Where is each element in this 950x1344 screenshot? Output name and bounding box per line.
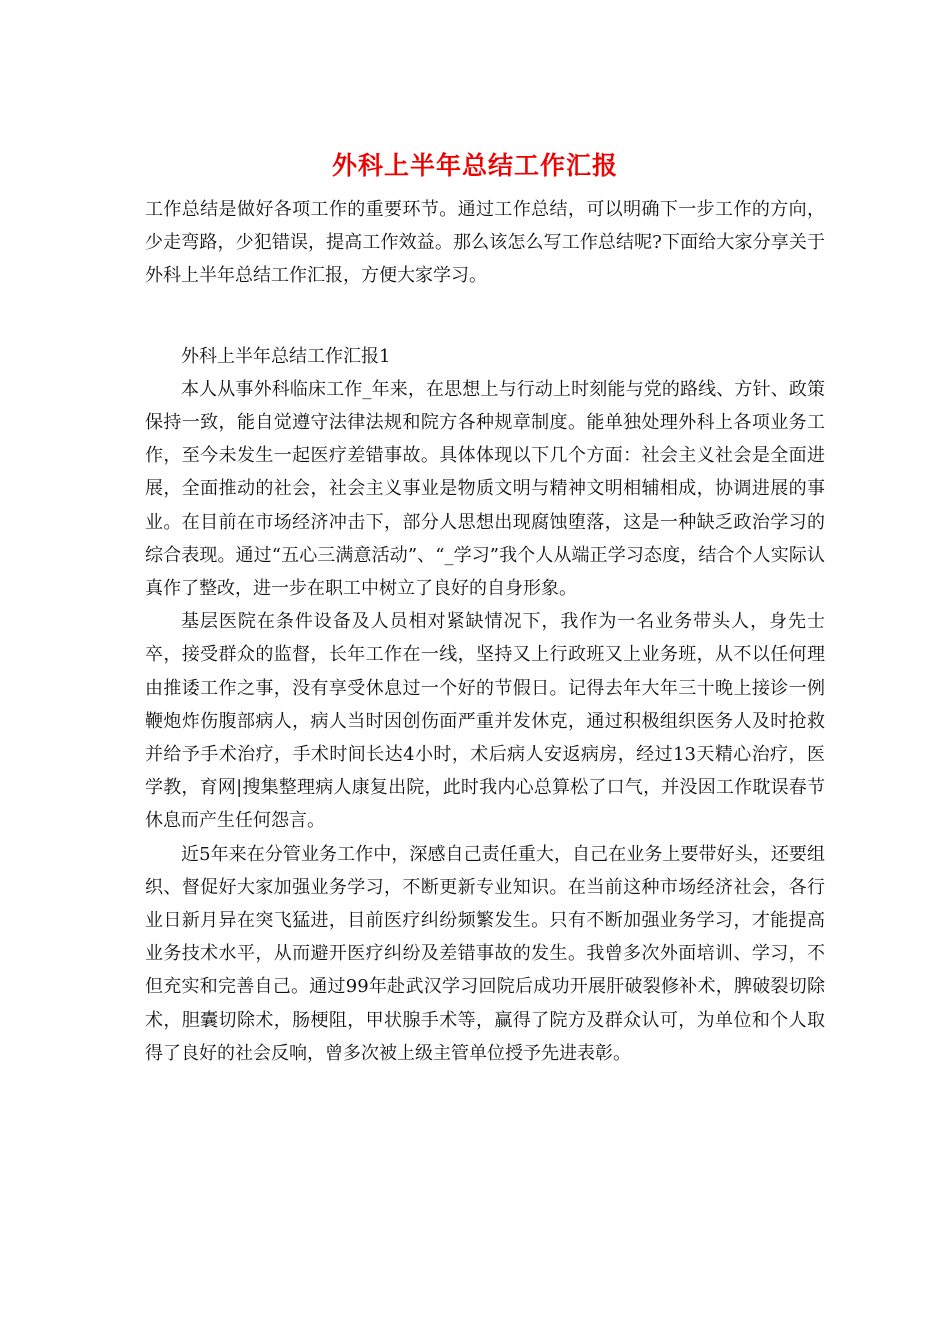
body-paragraph-2: 基层医院在条件设备及人员相对紧缺情况下，我作为一名业务带头人，身先士卒，接受群众的监督，长年工作在一线，坚持又上行政班又上业务班，从不以任何理由推诿工作之事，没有享受休息过一个好的节假日。记得去年大年三十晚上接诊一例鞭炮炸伤腹部病人，病人当时因创伤面严重并发休克，通过积极组织医务人及时抢救并给予手术治疗，手术时间长达4小时，术后病人安返病房，经过13天精心治疗，医学教，育网|搜集整理病人康复出院，此时我内心总算松了口气，并没因工作耽误春节休息而产生任何怨言。 [145,611,825,832]
section-heading: 外科上半年总结工作汇报1 [181,345,391,367]
body-paragraph-3: 近5年来在分管业务工作中，深感自己责任重大，自己在业务上要带好头，还要组织、督促好大家加强业务学习，不断更新专业知识。在当前这种市场经济社会，各行业日新月异在突飞猛进，目前医疗纠纷频繁发生。只有不断加强业务学习，才能提高业务技术水平，从而避开医疗纠纷及差错事故的发生。我曾多次外面培训、学习，不但充实和完善自己。通过99年赴武汉学习回院后成功开展肝破裂修补术，脾破裂切除术，胆囊切除术，肠梗阻，甲状腺手术等，赢得了院方及群众认可，为单位和个人取得了良好的社会反响，曾多次被上级主管单位授予先进表彰。 [145,843,825,1064]
section-spacer [145,293,825,340]
document-body [145,193,825,1070]
document-title: 外科上半年总结工作汇报 [331,151,618,180]
intro-paragraph: 工作总结是做好各项工作的重要环节。通过工作总结，可以明确下一步工作的方向，少走弯路，少犯错误，提高工作效益。那么该怎么写工作总结呢?下面给大家分享关于外科上半年总结工作汇报，方便大家学习。 [145,199,825,287]
body-paragraph-1: 本人从事外科临床工作_年来，在思想上与行动上时刻能与党的路线、方针、政策保持一致，能自觉遵守法律法规和院方各种规章制度。能单独处理外科上各项业务工作，至今未发生一起医疗差错事故。具体体现以下几个方面：社会主义社会是全面进展，全面推动的社会，社会主义事业是物质文明与精神文明相辅相成，协调进展的事业。在目前在市场经济冲击下，部分人思想出现腐蚀堕落，这是一种缺乏政治学习的综合表现。通过“五心三满意活动”、“_学习”我个人从端正学习态度，结合个人实际认真作了整改，进一步在职工中树立了良好的自身形象。 [145,378,825,600]
